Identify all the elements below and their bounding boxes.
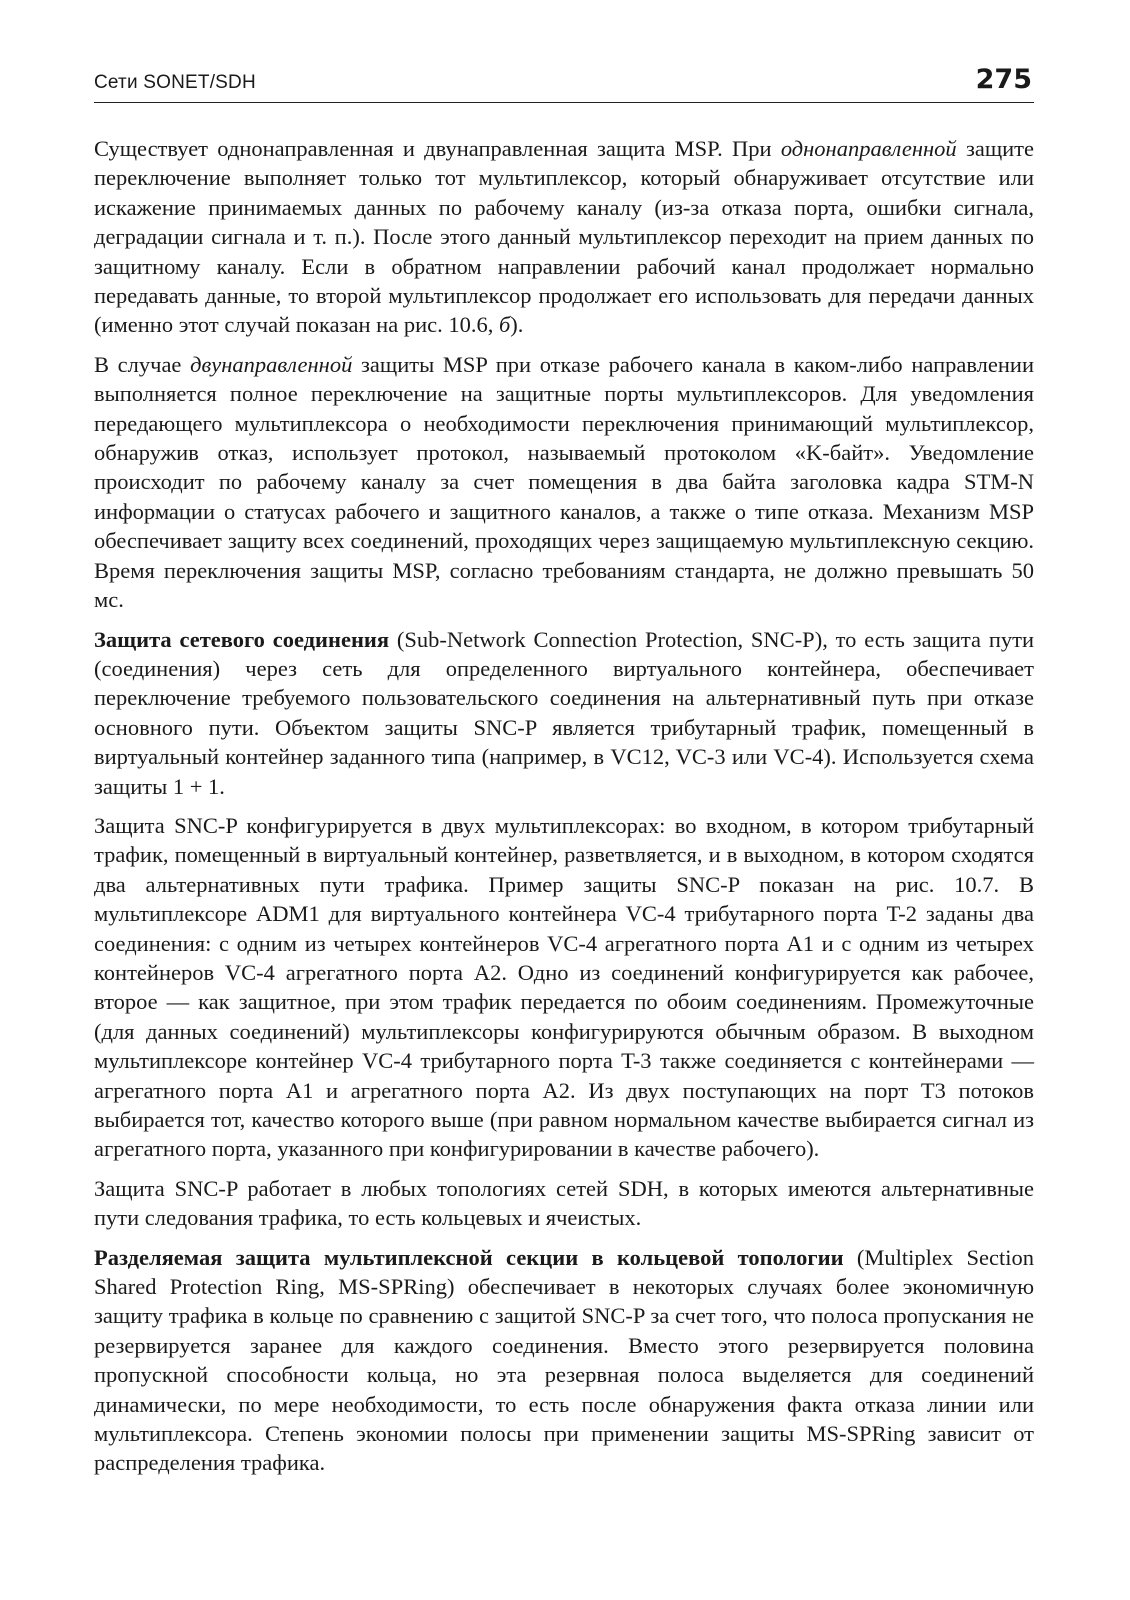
body-text — [94, 134, 1034, 1488]
text-segment: В случае — [94, 351, 191, 377]
text-segment: Защита SNC-P работает в любых топологиях сетей SDH, в которых имеются альтернативные пути следования трафика, то есть кольцевых и ячеистых. — [94, 1175, 1034, 1231]
text-segment: (Sub-Network Connection Protection, SNC-P), то есть защита пути (соединения) через сеть для определенного виртуального контейнера, обеспечивает переключение требуемого пользовательского соединения на альтернативный путь при отказе основного пути. Объектом защиты SNC-P является трибутарный трафик, помещенный в виртуальный контейнер заданного типа (например, в VC12, VC-3 или VC-4). Используется схема защиты 1 + 1. — [94, 626, 1035, 799]
page-number: 275 — [975, 64, 1032, 95]
text-segment: Защита SNC-P конфигурируется в двух мультиплексорах: во входном, в котором трибутарный трафик, помещенный в виртуальный контейнер, разветвляется, и в выходном, в котором сходятся два альтернативных пути трафика. Пример защиты SNC-P показан на рис. 10.7. В мультиплексоре ADM1 для виртуального контейнера VC-4 трибутарного порта T-2 заданы два соединения: с одним из четырех контейнеров VC-4 агрегатного порта A1 и с одним из четырех контейнеров VC-4 агрегатного порта A2. Одно из соединений конфигурируется как рабочее, второе — как защитное, при этом трафик передается по обоим соединениям. Промежуточные (для данных соединений) мультиплексоры конфигурируются обычным образом. В выходном мультиплексоре контейнер VC-4 трибутарного порта T-3 также соединяется с контейнерами — агрегатного порта A1 и агрегатного порта A2. Из двух поступающих на порт T3 потоков выбирается тот, качество которого выше (при равном нормальном качестве выбирается сигнал из агрегатного порта, указанного при конфигурировании в качестве рабочего). — [94, 812, 1034, 1162]
bold-term: Защита сетевого соединения — [94, 626, 390, 652]
paragraph-ms-spring — [94, 1243, 1034, 1478]
text-segment: защиты MSP при отказе рабочего канала в каком-либо направлении выполняется полное переключение на защитные порты мультиплексоров. Для уведомления передающего мультиплексора о необходимости переключения принимающий мультиплексор, обнаружив отказ, использует протокол, называемый протоколом «K-байт». Уведомление происходит по рабочему каналу за счет помещения в два байта заголовка кадра STM-N информации о статусах рабочего и защитного каналов, а также о типе отказа. Механизм MSP обеспечивает защиту всех соединений, проходящих через защищаемую мультиплексную секцию. Время переключения защиты MSP, согласно требованиям стандарта, не должно превышать 50 мс. — [94, 351, 1035, 613]
text-segment: Существует однонаправленная и двунаправленная защита MSP. При — [94, 136, 781, 161]
text-segment: (Multiplex Section Shared Protection Ring, MS-SPRing) обеспечивает в некоторых случаях более экономичную защиту трафика в кольце по сравнению с защитой SNC-P за счет того, что полоса пропускания не резервируется заранее для каждого соединения. Вместо этого резервируется половина пропускной способности кольца, но эта резервная полоса выделяется для соединений динамически, по мере необходимости, то есть после обнаружения факта отказа линии или мультиплексора. Степень экономии полосы при применении защиты MS-SPRing зависит от распределения трафика. — [94, 1244, 1035, 1476]
paragraph-msp-directions — [94, 134, 1034, 340]
chapter-title: Сети SONET/SDH — [94, 72, 256, 93]
bold-term: Разделяемая защита мультиплексной секции в кольцевой топологии — [94, 1244, 844, 1270]
text-segment: защите переключение выполняет только тот мультиплексор, который обнаруживает отсутствие или искажение принимаемых данных по рабочему каналу (из-за отказа порта, ошибки сигнала, деградации сигнала и т. п.). После этого данный мультиплексор переходит на прием данных по защитному каналу. Если в обратном направлении рабочий канал продолжает нормально передавать данные, то второй мультиплексор продолжает его использовать для передачи данных (именно этот случай показан на рис. 10.6, — [94, 136, 1034, 338]
emphasis-term: однонаправленной — [780, 136, 957, 161]
book-page — [94, 0, 1034, 1600]
running-header — [94, 62, 1034, 103]
paragraph-snc-p-configuration — [94, 811, 1034, 1164]
text-segment: ). — [510, 312, 524, 338]
emphasis-term: двунаправленной — [190, 351, 353, 377]
paragraph-bidirectional-msp — [94, 350, 1034, 615]
paragraph-snc-p-topologies — [94, 1174, 1034, 1233]
paragraph-snc-p-definition — [94, 625, 1034, 801]
emphasis-figure-label: б — [498, 312, 511, 338]
